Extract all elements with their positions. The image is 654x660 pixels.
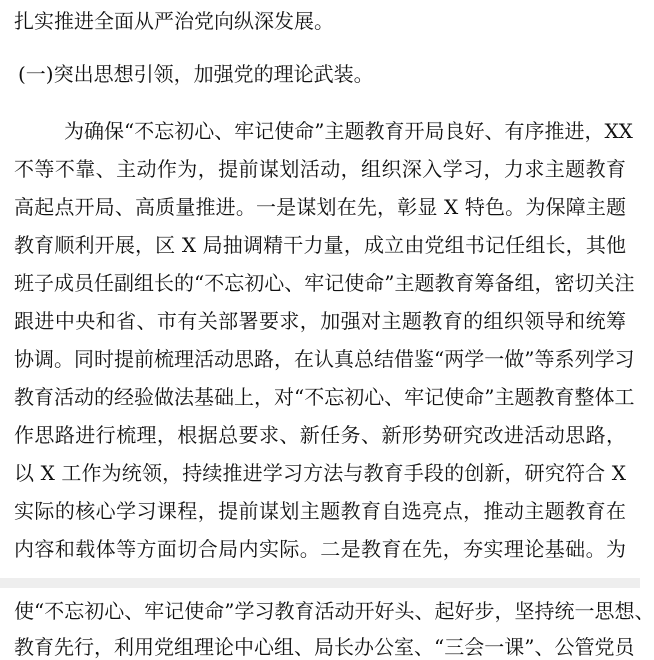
paragraph-line: 作思路进行梳理，根据总要求、新任务、新形势研究改进活动思路， — [14, 423, 626, 447]
paragraph-line: 教育顺利开展，区 X 局抽调精干力量，成立由党组书记任组长，其他 — [14, 233, 626, 257]
paragraph-line: 高起点开局、高质量推进。一是谋划在先，彰显 X 特色。为保障主题 — [14, 195, 626, 219]
paragraph-line: 以 X 工作为统领，持续推进学习方法与教育手段的创新，研究符合 X — [14, 461, 626, 485]
paragraph-line: 跟进中央和省、市有关部署要求，加强对主题教育的组织领导和统筹 — [14, 309, 626, 333]
paragraph-line-partial: 教育先行，利用党组理论中心组、局长办公室、“三会一课”、公管党员 — [14, 635, 635, 659]
paragraph-line: 不等不靠、主动作为，提前谋划活动，组织深入学习，力求主题教育 — [14, 157, 626, 181]
paragraph-line: 为确保“不忘初心、牢记使命”主题教育开局良好、有序推进，XX — [64, 119, 633, 143]
paragraph-line: 使“不忘初心、牢记使命”学习教育活动开好头、起好步，坚持统一思想、 — [14, 599, 654, 623]
document-page-bottom — [0, 588, 654, 659]
intro-line: 扎实推进全面从严治党向纵深发展。 — [14, 9, 334, 33]
page-separator — [0, 578, 640, 588]
section-heading: (一)突出思想引领，加强党的理论武装。 — [18, 62, 374, 86]
paragraph-line: 内容和载体等方面切合局内实际。二是教育在先，夯实理论基础。为 — [14, 537, 626, 561]
paragraph-line: 实际的核心学习课程，提前谋划主题教育自选亮点，推动主题教育在 — [14, 499, 626, 523]
paragraph-line: 教育活动的经验做法基础上，对“不忘初心、牢记使命”主题教育整体工 — [14, 385, 635, 409]
paragraph-line: 协调。同时提前梳理活动思路，在认真总结借鉴“两学一做”等系列学习 — [14, 347, 635, 371]
paragraph-line: 班子成员任副组长的“不忘初心、牢记使命”主题教育筹备组，密切关注 — [14, 271, 635, 295]
